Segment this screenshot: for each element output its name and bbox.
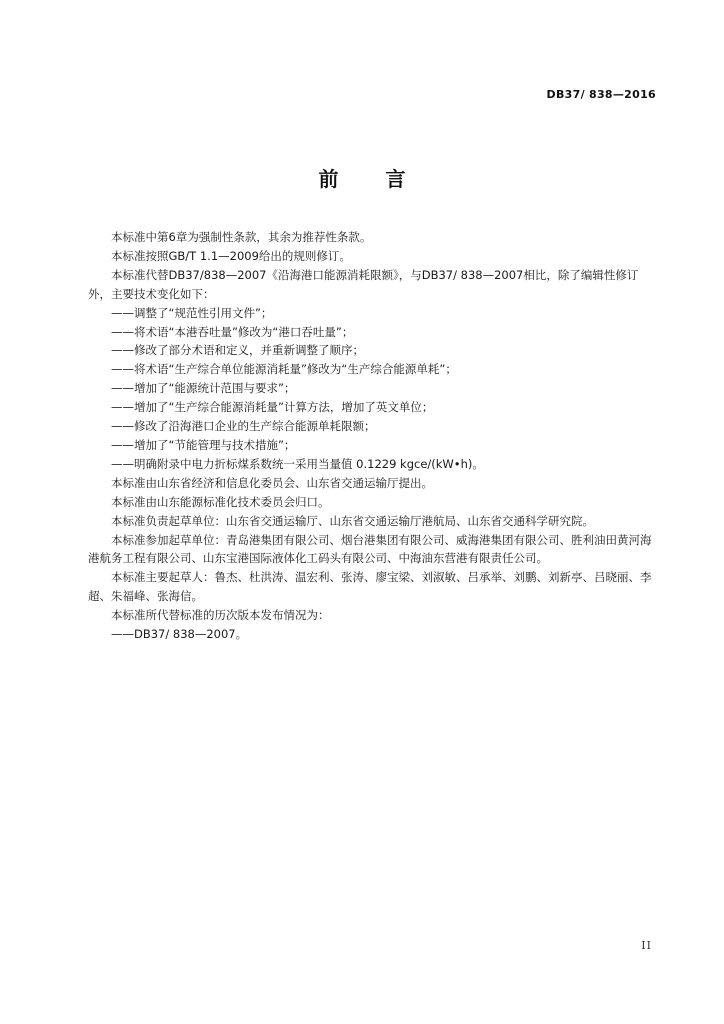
paragraph: 本标准代替DB37/838—2007《沿海港口能源消耗限额》，与DB37/ 838—2007相比，除了编辑性修订外，主要技术变化如下：: [88, 267, 639, 301]
paragraph: 本标准按照GB/T 1.1—2009给出的规则修订。: [111, 248, 351, 263]
paragraph: 本标准由山东能源标准化技术委员会归口。: [111, 494, 330, 509]
list-item: ——调整了“规范性引用文件”；: [111, 305, 273, 320]
standard-code: DB37/ 838—2016: [546, 88, 656, 101]
paragraph: 本标准主要起草人：鲁杰、杜洪涛、温宏利、张涛、廖宝梁、刘淑敏、吕承举、刘鹏、刘新亭、吕晓丽、李超、朱福峰、张海信。: [88, 570, 652, 604]
list-item: ——修改了部分术语和定义，并重新调整了顺序；: [111, 343, 364, 358]
list-item: ——DB37/ 838—2007。: [111, 627, 248, 642]
list-item: ——明确附录中电力折标煤系数统一采用当量值 0.1229 kgce/(kW•h)。: [111, 456, 484, 471]
paragraph: 本标准由山东省经济和信息化委员会、山东省交通运输厅提出。: [111, 475, 433, 490]
page-title: 前 言: [318, 167, 426, 191]
page-number: II: [641, 939, 652, 952]
paragraph: 本标准中第6章为强制性条款，其余为推荐性条款。: [111, 230, 372, 244]
list-item: ——增加了“能源统计范围与要求”；: [111, 381, 296, 396]
list-item: ——增加了“生产综合能源消耗量”计算方法，增加了英文单位；: [111, 400, 434, 415]
paragraph: 本标准负责起草单位：山东省交通运输厅、山东省交通运输厅港航局、山东省交通科学研究院。: [111, 513, 594, 528]
body-text: [88, 228, 654, 644]
list-item: ——将术语“本港吞吐量”修改为“港口吞吐量”；: [111, 324, 354, 339]
list-item: ——增加了“节能管理与技术措施”；: [111, 437, 296, 452]
paragraph: 本标准参加起草单位：青岛港集团有限公司、烟台港集团有限公司、威海港集团有限公司、胜利油田黄河海港航务工程有限公司、山东宝港国际液体化工码头有限公司、中海油东营港有限责任公司。: [88, 532, 652, 566]
list-item: ——修改了沿海港口企业的生产综合能源单耗限额；: [111, 419, 376, 434]
paragraph: 本标准所代替标准的历次版本发布情况为：: [111, 608, 330, 623]
list-item: ——将术语“生产综合单位能源消耗量”修改为“生产综合能源单耗”；: [111, 362, 457, 377]
